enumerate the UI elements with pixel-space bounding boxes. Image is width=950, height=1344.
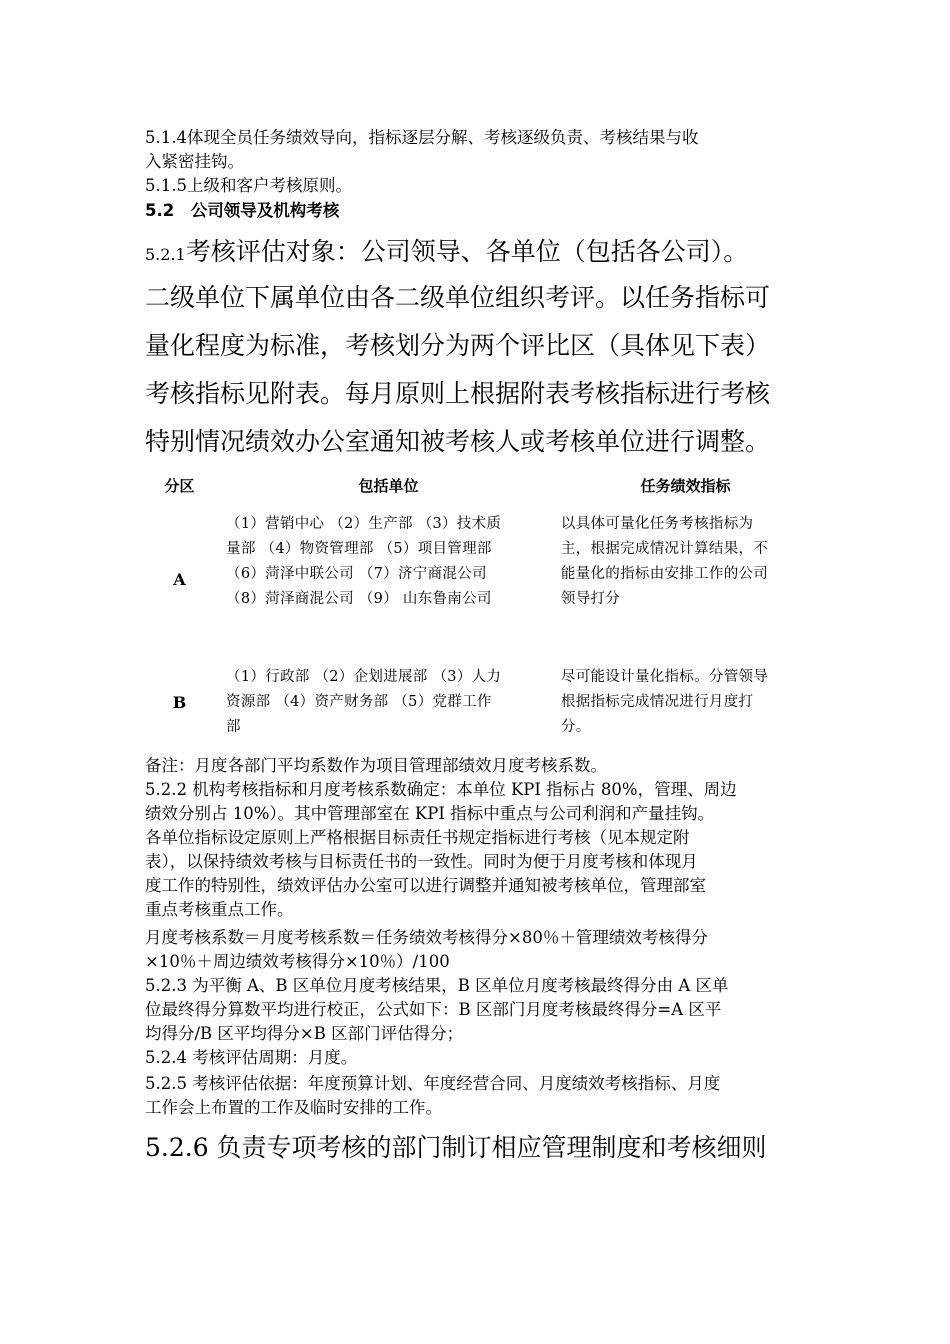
para-521-line: 考核指标见附表。每月原则上根据附表考核指标进行考核 <box>145 379 771 408</box>
units-line: 部 <box>226 718 241 735</box>
indicator-line: 根据指标完成情况进行月度打 <box>560 693 754 710</box>
text-line: 度工作的特别性，绩效评估办公室可以进行调整并通知被考核单位，管理部室 <box>145 876 706 895</box>
zone-units <box>214 502 561 657</box>
text-line: 5.2.5 考核评估依据：年度预算计划、年度经营合同、月度绩效考核指标、月度 <box>145 1074 721 1093</box>
table-row-b <box>145 657 810 747</box>
header-units: 包括单位 <box>358 476 419 495</box>
units-line: 资源部 （4）资产财务部 （5）党群工作 <box>226 693 492 710</box>
table-row-a <box>145 502 810 657</box>
para-521-prefix: 5.2.1 <box>145 245 186 264</box>
text-line: 各单位指标设定原则上严格根据目标责任书规定指标进行考核（见本规定附 <box>145 828 690 847</box>
section-heading: 5.2 公司领导及机构考核 <box>145 201 340 220</box>
indicator-line: 能量化的指标由安排工作的公司 <box>560 566 769 582</box>
units-line: （8）菏泽商混公司 （9） 山东鲁南公司 <box>226 591 492 607</box>
text-line: 重点考核重点工作。 <box>145 900 294 919</box>
text-line: 5.2.4 考核评估周期：月度。 <box>145 1048 358 1067</box>
formula-line: ×10％＋周边绩效考核得分×10％）/100 <box>145 952 450 971</box>
zone-indicators <box>561 502 810 657</box>
para-521-line: 二级单位下属单位由各二级单位组织考评。以任务指标可 <box>145 283 771 312</box>
table-header-row <box>145 468 810 502</box>
text-line: 均得分/B 区平均得分×B 区部门评估得分； <box>145 1024 464 1043</box>
note-line: 备注：月度各部门平均系数作为项目管理部绩效月度考核系数。 <box>145 756 607 775</box>
zone-units <box>214 657 561 747</box>
indicator-line: 领导打分 <box>560 591 621 607</box>
text-line: 位最终得分算数平均进行校正，公式如下：B 区部门月度考核最终得分=A 区平 <box>145 1000 722 1019</box>
indicator-line: 分。 <box>560 718 591 735</box>
units-line: （1）行政部 （2）企划进展部 （3）人力 <box>226 668 502 685</box>
para-521-text: 考核评估对象：公司领导、各单位（包括各公司）。 <box>185 237 749 266</box>
zone-indicators <box>561 657 810 747</box>
text-line: 5.1.5上级和客户考核原则。 <box>145 176 352 195</box>
text-line: 5.2.2 机构考核指标和月度考核系数确定：本单位 KPI 指标占 80%，管理、周边 <box>145 780 737 799</box>
indicator-line: 以具体可量化任务考核指标为 <box>560 516 754 532</box>
zone-label: A <box>173 570 186 589</box>
para-521-line: 特别情况绩效办公室通知被考核人或考核单位进行调整。 <box>145 427 771 456</box>
zone-table <box>145 468 810 747</box>
para-521-line: 量化程度为标准，考核划分为两个评比区（具体见下表） <box>145 331 771 360</box>
units-line: （1）营销中心 （2）生产部 （3）技术质 <box>226 516 502 532</box>
text-line: 绩效分别占 10%）。其中管理部室在 KPI 指标中重点与公司利润和产量挂钩。 <box>145 804 715 823</box>
zone-label: B <box>172 692 187 712</box>
text-line: 5.2.3 为平衡 A、B 区单位月度考核结果，B 区单位月度考核最终得分由 A 区单 <box>145 976 729 995</box>
indicator-line: 尽可能设计量化指标。分管领导 <box>560 668 769 685</box>
text-line: 5.1.4体现全员任务绩效导向，指标逐层分解、考核逐级负责、考核结果与收 <box>145 128 699 147</box>
indicator-line: 主，根据完成情况计算结果，不 <box>560 541 769 557</box>
formula-line: 月度考核系数＝月度考核系数＝任务绩效考核得分×80％＋管理绩效考核得分 <box>145 928 708 947</box>
header-indicators: 任务绩效指标 <box>640 476 731 495</box>
units-line: （6）菏泽中联公司 （7）济宁商混公司 <box>226 566 487 582</box>
section-526-line: 5.2.6 负责专项考核的部门制订相应管理制度和考核细则 <box>145 1133 767 1162</box>
text-line: 入紧密挂钩。 <box>145 152 244 171</box>
header-zone: 分区 <box>164 476 195 495</box>
text-line: 表），以保持绩效考核与目标责任书的一致性。同时为便于月度考核和体现月 <box>145 852 698 871</box>
units-line: 量部 （4）物资管理部 （5）项目管理部 <box>226 541 492 557</box>
text-line: 工作会上布置的工作及临时安排的工作。 <box>145 1098 442 1117</box>
